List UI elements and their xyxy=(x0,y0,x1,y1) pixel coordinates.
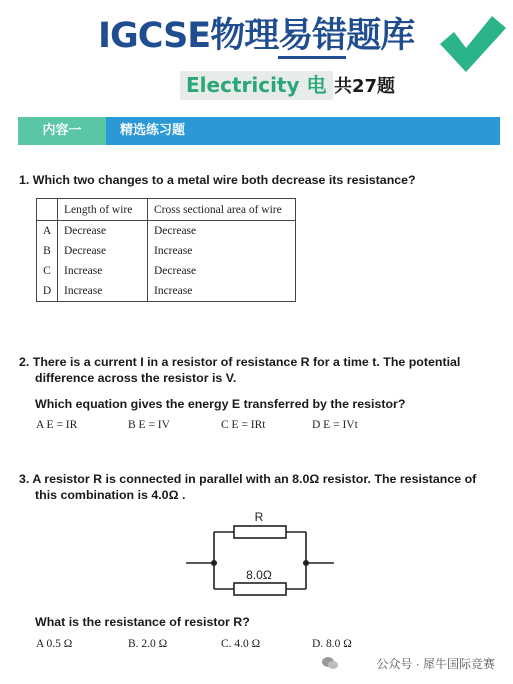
q3-option-a: A 0.5 Ω xyxy=(36,638,73,650)
q3-option-b: B. 2.0 Ω xyxy=(128,638,168,650)
table-cell: Decrease xyxy=(58,221,148,242)
resistor-8ohm-label: 8.0Ω xyxy=(246,568,272,582)
table-cell: Increase xyxy=(148,281,296,302)
table-cell: Decrease xyxy=(148,261,296,281)
watermark-text: 公众号 · 犀牛国际竞赛 xyxy=(376,657,495,671)
resistor-r xyxy=(234,526,286,538)
junction-dot-right xyxy=(303,560,309,566)
page-title xyxy=(98,14,414,58)
table-cell: Decrease xyxy=(148,221,296,242)
question-3-prompt: What is the resistance of resistor R? xyxy=(35,615,250,629)
title-prefix: IGCSE物理 xyxy=(98,16,279,56)
resistor-r-label: R xyxy=(254,510,264,524)
question-count: 共27题 xyxy=(334,76,396,97)
question-1-text: 1. Which two changes to a metal wire both decrease its resistance? xyxy=(19,173,416,187)
table-cell: Increase xyxy=(148,241,296,261)
table-cell: Increase xyxy=(58,261,148,281)
table-row xyxy=(37,261,296,281)
table-header xyxy=(37,199,58,221)
table-header: Cross sectional area of wire xyxy=(148,199,296,221)
question-2-line-1: 2. There is a current I in a resistor of resistance R for a time t. The potential xyxy=(19,355,461,369)
table-cell: C xyxy=(37,261,58,281)
question-3-line-2: this combination is 4.0Ω . xyxy=(35,488,186,502)
table-row xyxy=(37,221,296,242)
resistor-8ohm xyxy=(234,583,286,595)
question-2-prompt: Which equation gives the energy E transferred by the resistor? xyxy=(35,397,406,411)
title-suffix: 题库 xyxy=(346,16,415,56)
subject-label: Electricity 电 xyxy=(180,71,333,100)
q3-option-c: C. 4.0 Ω xyxy=(221,638,261,650)
table-cell: A xyxy=(37,221,58,242)
table-cell: Increase xyxy=(58,281,148,302)
table-cell: Decrease xyxy=(58,241,148,261)
table-cell: D xyxy=(37,281,58,302)
resistance-table xyxy=(36,198,296,302)
question-3-line-1: 3. A resistor R is connected in parallel with an 8.0Ω resistor. The resistance of xyxy=(19,472,477,486)
q3-option-d: D. 8.0 Ω xyxy=(312,638,352,650)
parallel-circuit-diagram xyxy=(180,505,340,605)
q2-option-a: A E = IR xyxy=(36,419,78,431)
title-underlined: 易错 xyxy=(278,16,346,59)
table-header: Length of wire xyxy=(58,199,148,221)
wechat-icon xyxy=(321,656,339,670)
q2-option-d: D E = IVt xyxy=(312,419,358,431)
table-row xyxy=(37,241,296,261)
section-label: 内容一 xyxy=(18,117,106,145)
section-title: 精选练习题 xyxy=(106,117,500,145)
q2-option-b: B E = IV xyxy=(128,419,170,431)
question-2-line-2: difference across the resistor is V. xyxy=(35,371,237,385)
junction-dot-left xyxy=(211,560,217,566)
q2-option-c: C E = IRt xyxy=(221,419,266,431)
checkmark-icon xyxy=(436,10,508,80)
table-header-row xyxy=(37,199,296,221)
table-row xyxy=(37,281,296,302)
table-cell: B xyxy=(37,241,58,261)
